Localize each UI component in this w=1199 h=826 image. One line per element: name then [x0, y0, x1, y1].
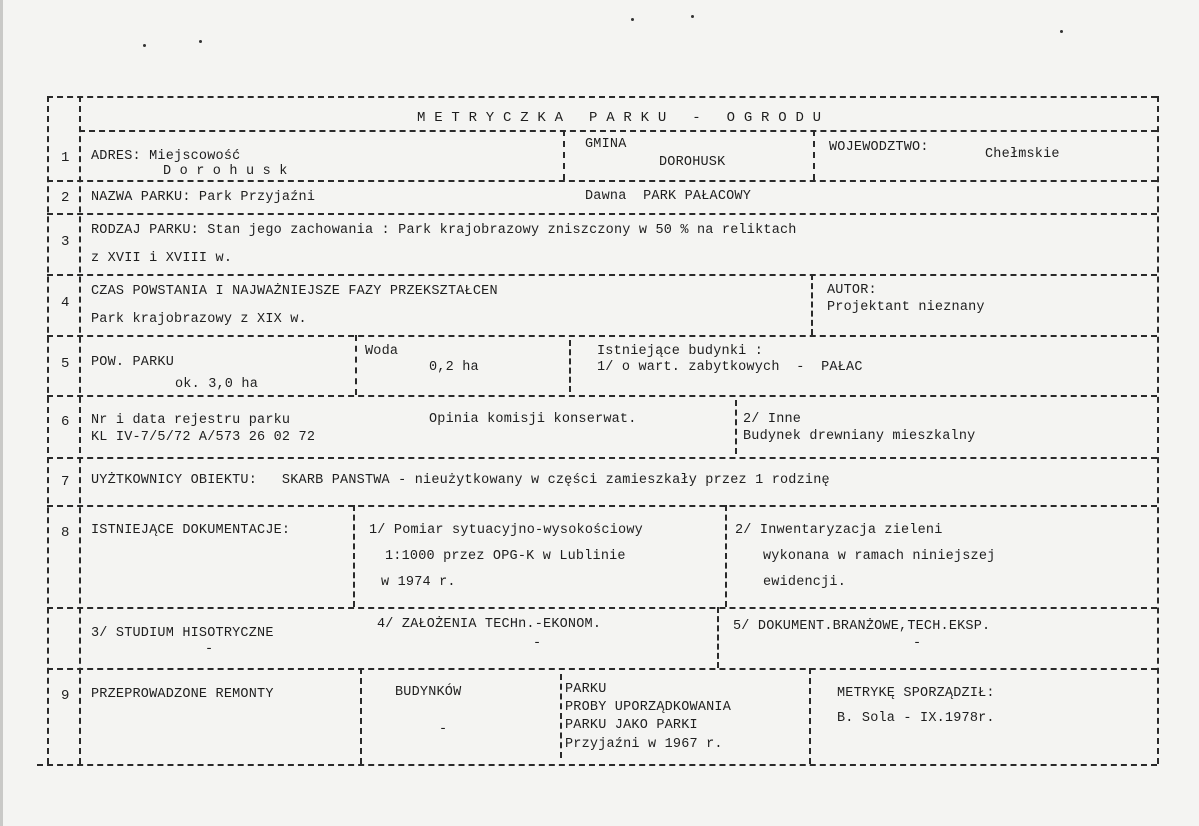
row-number: 9 [61, 688, 70, 704]
paper-speck [1060, 30, 1063, 33]
rule-r1b [813, 130, 815, 180]
rule-row8 [47, 607, 1157, 609]
row-number: 5 [61, 356, 70, 372]
rule-r5b [569, 340, 571, 392]
historical-study-value: - [205, 642, 214, 657]
prepared-by-value: B. Sola - IX.1978r. [837, 711, 995, 726]
rule-row7 [47, 505, 1157, 507]
gmina-label: GMINA [585, 137, 627, 152]
address-value: D o r o h u s k [163, 164, 288, 179]
doc2-line3: ewidencji. [763, 575, 847, 590]
paper-speck [143, 44, 146, 47]
doc1-line3: w 1974 r. [381, 575, 456, 590]
rule-row2 [47, 213, 1157, 215]
paper-speck [199, 40, 202, 43]
row-number: 6 [61, 414, 70, 430]
gmina-value: DOROHUSK [659, 155, 726, 170]
author-label: AUTOR: [827, 283, 877, 298]
water-label: Woda [365, 344, 399, 359]
former-name: Dawna PARK PAŁACOWY [585, 189, 752, 204]
rule-row6 [47, 457, 1157, 459]
address-label: ADRES: Miejscowość [91, 149, 241, 164]
prepared-by-label: METRYKĘ SPORZĄDZIŁ: [837, 686, 995, 701]
doc2-line1: 2/ Inwentaryzacja zieleni [735, 523, 943, 538]
author-value: Projektant nieznany [827, 300, 985, 315]
renovations-park-line1: PARKU [565, 682, 607, 697]
rule-row3 [47, 274, 1157, 276]
creation-label: CZAS POWSTANIA I NAJWAŻNIEJSZE FAZY PRZEKSZTAŁCEN [91, 284, 498, 299]
renovations-label: PRZEPROWADZONE REMONTY [91, 687, 274, 702]
rule-r1a [563, 130, 565, 180]
row-number: 8 [61, 525, 70, 541]
rule-r9c [809, 668, 811, 764]
renovations-park-line2: PROBY UPORZĄDKOWANIA [565, 700, 732, 715]
tech-econ-label: 4/ ZAŁOŻENIA TECHn.-EKONOM. [377, 617, 602, 632]
row-number: 2 [61, 190, 70, 206]
rule-row5 [47, 395, 1157, 397]
voivodeship-label: WOJEWODZTWO: [829, 140, 929, 155]
rule-row8b [47, 668, 1157, 670]
row-number: 4 [61, 295, 70, 311]
creation-value: Park krajobrazowy z XIX w. [91, 312, 307, 327]
rule-title [79, 130, 1157, 132]
rule-right [1157, 96, 1159, 764]
rule-r8b [725, 505, 727, 607]
park-type-line2: z XVII i XVIII w. [91, 251, 233, 266]
commission-opinion: Opinia komisji konserwat. [429, 412, 637, 427]
card-title: M E T R Y C Z K A P A R K U - O G R O D U [417, 110, 822, 126]
row-number: 1 [61, 150, 70, 166]
park-name: NAZWA PARKU: Park Przyjaźni [91, 190, 316, 205]
doc1-line1: 1/ Pomiar sytuacyjno-wysokościowy [369, 523, 643, 538]
rule-row1 [47, 180, 1157, 182]
industry-docs-label: 5/ DOKUMENT.BRANŻOWE,TECH.EKSP. [733, 619, 991, 634]
tech-econ-value: - [533, 636, 542, 651]
rule-r8c [717, 607, 719, 668]
register-value: KL IV-7/5/72 A/573 26 02 72 [91, 430, 316, 445]
renovations-buildings-value: - [439, 722, 448, 737]
existing-buildings-value: 1/ o wart. zabytkowych - PAŁAC [597, 360, 863, 375]
renovations-park-line4: Przyjaźni w 1967 r. [565, 737, 723, 752]
voivodeship-value: Chełmskie [985, 147, 1060, 162]
park-area-label: POW. PARKU [91, 355, 175, 370]
historical-study-label: 3/ STUDIUM HISOTRYCZNE [91, 626, 274, 641]
other-buildings-value: Budynek drewniany mieszkalny [743, 429, 976, 444]
rule-r6 [735, 400, 737, 454]
rule-r8a [353, 505, 355, 607]
rule-r5a [355, 335, 357, 395]
row-number: 7 [61, 474, 70, 490]
register-label: Nr i data rejestru parku [91, 413, 291, 428]
rule-r9b [560, 674, 562, 758]
rule-r4 [811, 274, 813, 335]
industry-docs-value: - [913, 636, 922, 651]
users-text: UYŻTKOWNICY OBIEKTU: SKARB PANSTWA - nieużytkowany w części zamieszkały przez 1 rodzinę [91, 473, 830, 488]
paper-speck [691, 15, 694, 18]
rule-bottom [37, 764, 1157, 766]
rule-r9a [360, 668, 362, 764]
paper-speck [631, 18, 634, 21]
documentation-label: ISTNIEJĄCE DOKUMENTACJE: [91, 523, 291, 538]
existing-buildings-label: Istniejące budynki : [597, 344, 764, 359]
park-area-value: ok. 3,0 ha [175, 377, 259, 392]
row-number: 3 [61, 234, 70, 250]
rule-row4 [47, 335, 1157, 337]
doc1-line2: 1:1000 przez OPG-K w Lublinie [385, 549, 626, 564]
doc2-line2: wykonana w ramach niniejszej [763, 549, 996, 564]
renovations-buildings-label: BUDYNKÓW [395, 685, 462, 700]
rule-num [79, 96, 81, 764]
renovations-park-line3: PARKU JAKO PARKI [565, 718, 698, 733]
rule-left [47, 96, 49, 764]
water-value: 0,2 ha [429, 360, 479, 375]
rule-top [47, 96, 1157, 98]
other-buildings-label: 2/ Inne [743, 412, 802, 427]
park-type-line1: RODZAJ PARKU: Stan jego zachowania : Park krajobrazowy zniszczony w 50 % na reliktach [91, 223, 797, 238]
